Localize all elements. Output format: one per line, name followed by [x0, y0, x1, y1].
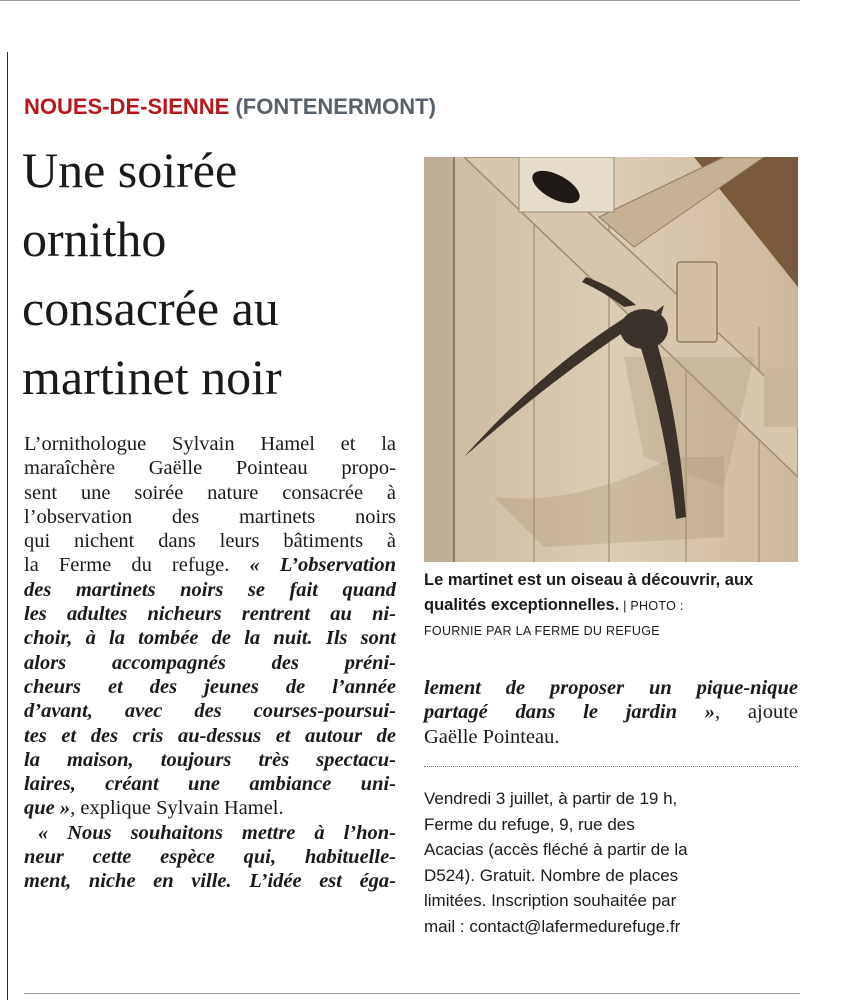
body-line: [24, 553, 396, 577]
headline-line: martinet noir: [22, 349, 282, 405]
body-text: , ajoute: [715, 701, 798, 724]
body-line: [24, 796, 396, 820]
kicker-sublocation: (FONTENERMONT): [235, 94, 436, 119]
quote-line: les adultes nicheurs rentrent au ni-: [24, 603, 396, 626]
headline-line: Une soirée: [22, 142, 238, 198]
article-kicker: [24, 94, 436, 120]
caption-line: [424, 593, 802, 619]
quote-line: des martinets noirs se fait quand: [24, 578, 396, 601]
body-line: L’ornithologue Sylvain Hamel et la: [24, 433, 396, 455]
bottom-rule: [24, 993, 800, 994]
body-line: Gaëlle Pointeau.: [424, 725, 560, 748]
quote-line: la maison, toujours très spectacu-: [24, 748, 396, 771]
quote-line: laires, créant une ambiance uni-: [24, 773, 396, 796]
info-line: Acacias (accès fléché à partir de la: [424, 840, 688, 859]
headline-line: ornitho: [22, 211, 167, 267]
article-body-right: [424, 676, 798, 749]
body-line: qui nichent dans leurs bâtiments à: [24, 530, 396, 553]
body-line: sent une soirée nature consacrée à: [24, 481, 396, 504]
photo-credit: FOURNIE PAR LA FERME DU REFUGE: [424, 624, 660, 638]
photo-credit-label: | PHOTO :: [619, 599, 684, 613]
quote-line: « Nous souhaitons mettre à l’hon-: [38, 821, 396, 844]
article-body-left: [24, 432, 396, 894]
dotted-divider: [424, 766, 798, 767]
body-line: maraîchère Gaëlle Pointeau propo-: [24, 457, 396, 480]
body-text: , explique Sylvain Hamel.: [70, 797, 284, 820]
kicker-location: NOUES-DE-SIENNE: [24, 94, 230, 119]
photo-caption: [424, 568, 802, 641]
quote-line: alors accompagnés des préni-: [24, 651, 396, 674]
caption-text: qualités exceptionnelles.: [424, 596, 620, 614]
quote-line: neur cette espèce qui, habituelle-: [24, 846, 396, 869]
practical-info: [424, 786, 798, 939]
bird-photo: [424, 157, 798, 562]
info-line: limitées. Inscription souhaitée par: [424, 891, 677, 910]
info-line: Vendredi 3 juillet, à partir de 19 h,: [424, 789, 678, 808]
quote-text: partagé dans le jardin »: [424, 701, 716, 724]
quote-line: lement de proposer un pique-nique: [424, 677, 798, 699]
top-rule: [0, 0, 800, 1]
body-line: [424, 700, 798, 724]
headline-line: consacrée au: [22, 280, 279, 336]
quote-line: choir, à la tombée de la nuit. Ils sont: [24, 627, 396, 650]
left-column-rule: [7, 52, 8, 1000]
caption-line: Le martinet est un oiseau à découvrir, aux: [424, 571, 754, 589]
body-line: l’observation des martinets noirs: [24, 505, 396, 528]
quote-line: tes et des cris au-dessus et autour de: [24, 724, 396, 747]
quote-text: que »: [24, 797, 71, 820]
quote-text: « L’observation: [249, 554, 396, 577]
info-line: Ferme du refuge, 9, rue des: [424, 814, 635, 834]
quote-line: d’avant, avec des courses-poursui-: [24, 700, 396, 723]
article-headline: [22, 136, 402, 412]
contact-email: mail : contact@lafermedurefuge.fr: [424, 916, 681, 936]
quote-line: ment, niche en ville. L’idée est éga-: [24, 870, 396, 893]
quote-line: cheurs et des jeunes de l’année: [24, 675, 396, 698]
info-line: D524). Gratuit. Nombre de places: [424, 865, 679, 885]
body-text: la Ferme du refuge.: [24, 554, 250, 577]
